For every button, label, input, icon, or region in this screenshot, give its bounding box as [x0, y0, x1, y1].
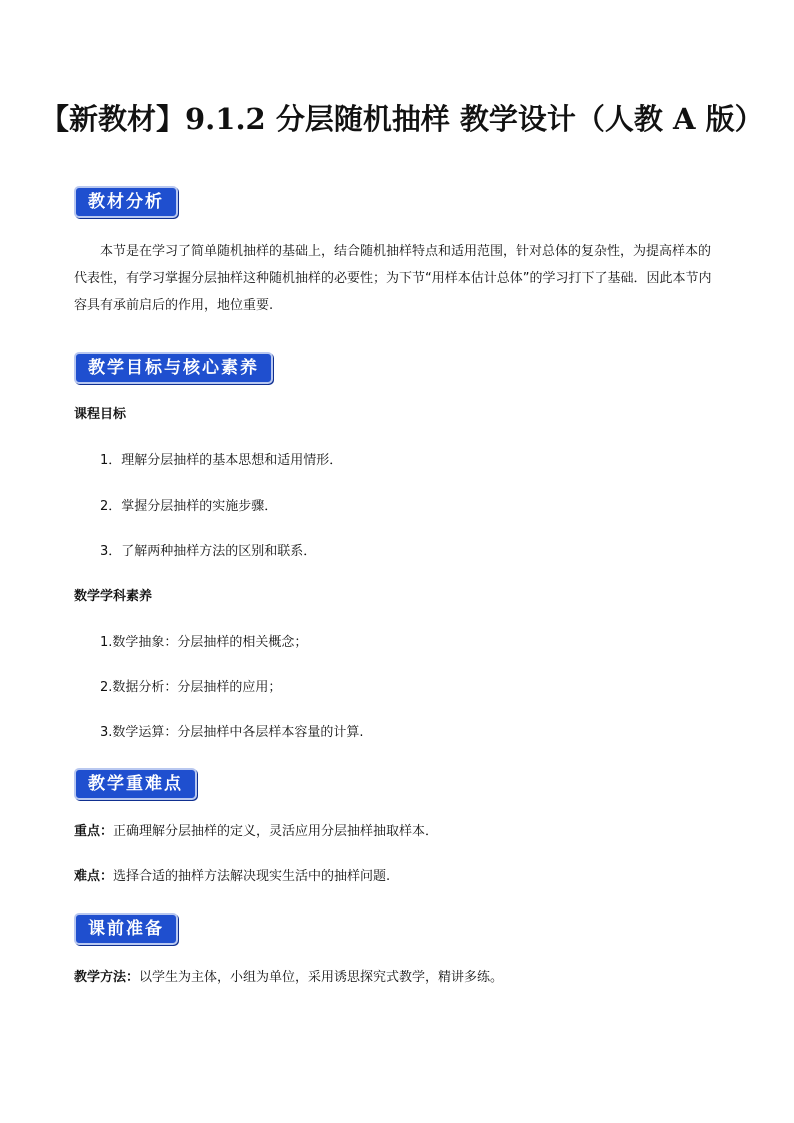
document-title: 【新教材】9.1.2 分层随机抽样 教学设计（人教 A 版）	[40, 102, 764, 136]
key-point-text: 正确理解分层抽样的定义，灵活应用分层抽样抽取样本．	[113, 824, 439, 839]
key-point-line	[74, 822, 438, 842]
literacy-heading: 数学学科素养	[74, 589, 153, 604]
course-goals-heading: 课程目标	[74, 407, 127, 422]
difficulty-text: 选择合适的抽样方法解决现实生活中的抽样问题.	[113, 869, 391, 884]
key-point-label: 重点：	[74, 824, 114, 839]
course-goal-item: 2．掌握分层抽样的实施步骤．	[100, 499, 278, 514]
section-label-textbook-analysis: 教材分析	[74, 186, 178, 218]
difficulty-label: 难点：	[74, 869, 114, 884]
section-label-goals-literacy: 教学目标与核心素养	[74, 352, 273, 384]
literacy-item: 2.数据分析：分层抽样的应用；	[100, 680, 282, 695]
course-goal-item: 1．理解分层抽样的基本思想和适用情形．	[100, 453, 343, 468]
section-label-preparation: 课前准备	[74, 913, 178, 945]
difficulty-line	[74, 867, 390, 887]
section-label-key-difficult-points: 教学重难点	[74, 768, 197, 800]
course-goal-item: 3．了解两种抽样方法的区别和联系．	[100, 544, 317, 559]
literacy-item: 1.数学抽象：分层抽样的相关概念；	[100, 635, 308, 650]
teaching-method-line	[74, 968, 503, 988]
literacy-item: 3.数学运算：分层抽样中各层样本容量的计算.	[100, 725, 364, 740]
textbook-analysis-paragraph: 本节是在学习了简单随机抽样的基础上，结合随机抽样特点和适用范围，针对总体的复杂性，为提高样本的代表性，有学习掌握分层抽样这种随机抽样的必要性；为下节“用样本估计总体”的学习打下了基础．因此本节内容具有承前启后的作用，地位重要.	[74, 244, 712, 313]
teaching-method-text: 以学生为主体，小组为单位，采用诱思探究式教学，精讲多练。	[139, 970, 504, 985]
teaching-method-label: 教学方法：	[74, 970, 140, 985]
